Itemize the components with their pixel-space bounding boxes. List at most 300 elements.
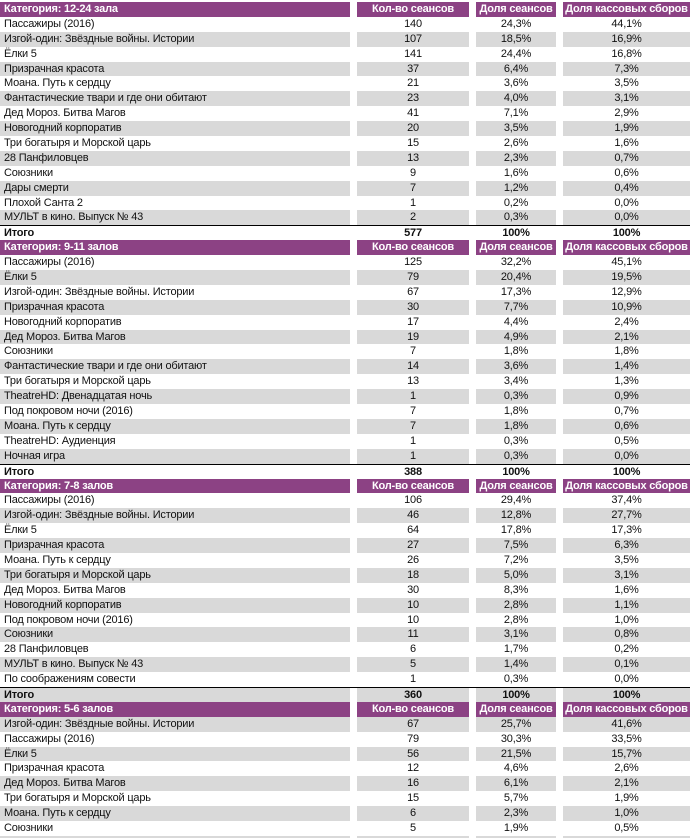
- movie-title-cell: Дары смерти: [0, 181, 350, 196]
- column-separator: [350, 583, 357, 598]
- sessions-share-cell: 32,2%: [476, 255, 556, 270]
- table-row: [0, 419, 690, 434]
- sessions-share-cell: 0,3%: [476, 434, 556, 449]
- table-row: [0, 76, 690, 91]
- sessions-count-cell: 7: [357, 181, 469, 196]
- column-separator: [469, 196, 476, 211]
- column-separator: [556, 315, 563, 330]
- total-row: [0, 464, 690, 479]
- column-separator: [350, 523, 357, 538]
- column-separator: [469, 76, 476, 91]
- column-separator: [469, 91, 476, 106]
- movie-title-cell: Призрачная красота: [0, 761, 350, 776]
- table-row: [0, 315, 690, 330]
- column-header-boxoffice-share: Доля кассовых сборов: [563, 2, 690, 17]
- column-separator: [469, 717, 476, 732]
- table-row: [0, 359, 690, 374]
- column-separator: [469, 404, 476, 419]
- column-separator: [350, 270, 357, 285]
- sessions-share-cell: 0,3%: [476, 449, 556, 464]
- boxoffice-share-cell: 0,0%: [563, 196, 690, 211]
- boxoffice-share-cell: 1,1%: [563, 598, 690, 613]
- boxoffice-share-cell: 1,3%: [563, 374, 690, 389]
- sessions-share-cell: 2,3%: [476, 151, 556, 166]
- column-separator: [469, 166, 476, 181]
- sessions-count-cell: 14: [357, 359, 469, 374]
- column-separator: [469, 62, 476, 77]
- total-sessions-count-cell: 388: [357, 465, 469, 479]
- category-label: Категория: 7-8 залов: [0, 479, 350, 494]
- movie-title-cell: Пассажиры (2016): [0, 255, 350, 270]
- sessions-count-cell: 106: [357, 493, 469, 508]
- column-separator: [350, 465, 357, 479]
- boxoffice-share-cell: 0,7%: [563, 151, 690, 166]
- column-separator: [350, 717, 357, 732]
- table-row: [0, 300, 690, 315]
- column-separator: [556, 657, 563, 672]
- sessions-count-cell: 30: [357, 300, 469, 315]
- table-row: [0, 270, 690, 285]
- column-separator: [469, 598, 476, 613]
- movie-title-cell: Ёлки 5: [0, 747, 350, 762]
- boxoffice-share-cell: 3,1%: [563, 91, 690, 106]
- total-label-cell: Итого: [0, 226, 350, 240]
- movie-title-cell: Союзники: [0, 627, 350, 642]
- sessions-count-cell: 15: [357, 136, 469, 151]
- sessions-share-cell: 30,3%: [476, 732, 556, 747]
- sessions-share-cell: 4,0%: [476, 91, 556, 106]
- column-separator: [350, 91, 357, 106]
- column-separator: [556, 732, 563, 747]
- movie-title-cell: Моана. Путь к сердцу: [0, 76, 350, 91]
- sessions-share-cell: 8,3%: [476, 583, 556, 598]
- movie-title-cell: Изгой-один: Звёздные войны. Истории: [0, 285, 350, 300]
- column-separator: [556, 821, 563, 836]
- boxoffice-share-cell: 1,6%: [563, 583, 690, 598]
- movie-title-cell: Фантастические твари и где они обитают: [0, 359, 350, 374]
- column-separator: [556, 210, 563, 225]
- sessions-count-cell: 10: [357, 613, 469, 628]
- column-separator: [556, 465, 563, 479]
- column-separator: [350, 449, 357, 464]
- sessions-count-cell: 7: [357, 404, 469, 419]
- table-row: [0, 136, 690, 151]
- movie-title-cell: Дед Мороз. Битва Магов: [0, 330, 350, 345]
- table-row: [0, 821, 690, 836]
- boxoffice-share-cell: 1,9%: [563, 791, 690, 806]
- table-row: [0, 508, 690, 523]
- boxoffice-share-cell: 0,6%: [563, 419, 690, 434]
- column-separator: [469, 32, 476, 47]
- column-separator: [556, 791, 563, 806]
- column-separator: [556, 62, 563, 77]
- boxoffice-share-cell: 19,5%: [563, 270, 690, 285]
- column-separator: [556, 359, 563, 374]
- sessions-count-cell: 141: [357, 47, 469, 62]
- column-separator: [556, 627, 563, 642]
- table-row: [0, 747, 690, 762]
- sessions-count-cell: 1: [357, 389, 469, 404]
- movie-title-cell: Плохой Санта 2: [0, 196, 350, 211]
- column-separator: [350, 62, 357, 77]
- boxoffice-share-cell: 45,1%: [563, 255, 690, 270]
- column-header-sessions-share: Доля сеансов: [476, 2, 556, 17]
- sessions-count-cell: 1: [357, 196, 469, 211]
- boxoffice-share-cell: 6,3%: [563, 538, 690, 553]
- column-separator: [350, 806, 357, 821]
- boxoffice-share-cell: 2,4%: [563, 315, 690, 330]
- column-separator: [469, 479, 476, 494]
- column-separator: [350, 330, 357, 345]
- column-separator: [556, 404, 563, 419]
- table-row: [0, 344, 690, 359]
- column-separator: [556, 166, 563, 181]
- column-separator: [469, 583, 476, 598]
- column-separator: [556, 255, 563, 270]
- sessions-share-cell: 12,8%: [476, 508, 556, 523]
- column-separator: [556, 32, 563, 47]
- sessions-count-cell: 37: [357, 62, 469, 77]
- column-separator: [469, 285, 476, 300]
- column-separator: [469, 270, 476, 285]
- total-boxoffice-share-cell: 100%: [563, 226, 690, 240]
- column-separator: [556, 151, 563, 166]
- sessions-share-cell: 0,3%: [476, 210, 556, 225]
- column-separator: [469, 434, 476, 449]
- boxoffice-share-cell: 27,7%: [563, 508, 690, 523]
- sessions-count-cell: 67: [357, 717, 469, 732]
- sessions-share-cell: 17,8%: [476, 523, 556, 538]
- sessions-share-cell: 2,8%: [476, 598, 556, 613]
- column-separator: [350, 538, 357, 553]
- column-separator: [350, 568, 357, 583]
- table-row: [0, 583, 690, 598]
- column-separator: [556, 553, 563, 568]
- column-separator: [556, 449, 563, 464]
- boxoffice-share-cell: 1,0%: [563, 613, 690, 628]
- column-separator: [556, 196, 563, 211]
- column-separator: [469, 761, 476, 776]
- column-header-sessions-count: Кол-во сеансов: [357, 702, 469, 717]
- sessions-count-cell: 15: [357, 791, 469, 806]
- sessions-count-cell: 6: [357, 806, 469, 821]
- column-separator: [350, 627, 357, 642]
- category-label: Категория: 5-6 залов: [0, 702, 350, 717]
- movie-title-cell: Призрачная красота: [0, 538, 350, 553]
- sessions-share-cell: 3,4%: [476, 374, 556, 389]
- boxoffice-share-cell: 0,0%: [563, 672, 690, 687]
- sessions-count-cell: 41: [357, 106, 469, 121]
- table-row: [0, 47, 690, 62]
- movie-title-cell: Пассажиры (2016): [0, 493, 350, 508]
- column-separator: [350, 374, 357, 389]
- movie-title-cell: Новогодний корпоратив: [0, 598, 350, 613]
- column-header-boxoffice-share: Доля кассовых сборов: [563, 479, 690, 494]
- sessions-count-cell: 18: [357, 568, 469, 583]
- boxoffice-share-cell: 16,8%: [563, 47, 690, 62]
- total-row: [0, 225, 690, 240]
- boxoffice-share-cell: 3,5%: [563, 76, 690, 91]
- column-separator: [350, 196, 357, 211]
- movie-title-cell: Ночная игра: [0, 449, 350, 464]
- boxoffice-share-cell: 0,5%: [563, 434, 690, 449]
- category-label: Категория: 9-11 залов: [0, 240, 350, 255]
- table-row: [0, 196, 690, 211]
- column-separator: [556, 389, 563, 404]
- table-row: [0, 151, 690, 166]
- column-separator: [350, 702, 357, 717]
- column-separator: [469, 688, 476, 702]
- column-separator: [556, 136, 563, 151]
- column-separator: [469, 106, 476, 121]
- sessions-share-cell: 2,8%: [476, 613, 556, 628]
- column-header-sessions-share: Доля сеансов: [476, 702, 556, 717]
- column-separator: [350, 419, 357, 434]
- column-separator: [469, 776, 476, 791]
- movie-title-cell: 28 Панфиловцев: [0, 151, 350, 166]
- boxoffice-share-cell: 16,9%: [563, 32, 690, 47]
- column-separator: [469, 374, 476, 389]
- column-separator: [469, 493, 476, 508]
- total-boxoffice-share-cell: 100%: [563, 465, 690, 479]
- column-header-sessions-count: Кол-во сеансов: [357, 2, 469, 17]
- movie-title-cell: 28 Панфиловцев: [0, 642, 350, 657]
- movie-title-cell: Изгой-один: Звёздные войны. Истории: [0, 717, 350, 732]
- movie-title-cell: Ёлки 5: [0, 523, 350, 538]
- column-separator: [350, 598, 357, 613]
- column-separator: [350, 240, 357, 255]
- column-separator: [469, 226, 476, 240]
- movie-title-cell: Под покровом ночи (2016): [0, 613, 350, 628]
- column-separator: [350, 553, 357, 568]
- column-separator: [556, 270, 563, 285]
- column-separator: [469, 136, 476, 151]
- column-separator: [556, 47, 563, 62]
- boxoffice-share-cell: 1,9%: [563, 121, 690, 136]
- sessions-count-cell: 11: [357, 627, 469, 642]
- sessions-share-cell: 17,3%: [476, 285, 556, 300]
- column-separator: [469, 47, 476, 62]
- movie-title-cell: Призрачная красота: [0, 62, 350, 77]
- sessions-share-cell: 5,0%: [476, 568, 556, 583]
- table-row: [0, 210, 690, 225]
- column-separator: [469, 419, 476, 434]
- section-header-row: [0, 2, 690, 17]
- movie-title-cell: Три богатыря и Морской царь: [0, 791, 350, 806]
- movie-title-cell: Дед Мороз. Битва Магов: [0, 583, 350, 598]
- table-row: [0, 91, 690, 106]
- movie-title-cell: Фантастические твари и где они обитают: [0, 91, 350, 106]
- boxoffice-share-cell: 2,9%: [563, 106, 690, 121]
- movie-title-cell: Союзники: [0, 166, 350, 181]
- table-row: [0, 613, 690, 628]
- total-sessions-share-cell: 100%: [476, 226, 556, 240]
- column-separator: [469, 508, 476, 523]
- column-separator: [556, 642, 563, 657]
- sessions-share-cell: 3,6%: [476, 359, 556, 374]
- table-row: [0, 62, 690, 77]
- table-row: [0, 389, 690, 404]
- column-separator: [556, 776, 563, 791]
- column-separator: [469, 657, 476, 672]
- column-header-sessions-share: Доля сеансов: [476, 479, 556, 494]
- sessions-share-cell: 1,7%: [476, 642, 556, 657]
- sessions-share-cell: 6,1%: [476, 776, 556, 791]
- movie-title-cell: Новогодний корпоратив: [0, 315, 350, 330]
- column-separator: [469, 747, 476, 762]
- boxoffice-share-cell: 0,0%: [563, 449, 690, 464]
- total-row: [0, 687, 690, 702]
- column-header-sessions-count: Кол-во сеансов: [357, 479, 469, 494]
- column-separator: [556, 181, 563, 196]
- column-separator: [556, 672, 563, 687]
- boxoffice-share-cell: 0,0%: [563, 210, 690, 225]
- movie-title-cell: Изгой-один: Звёздные войны. Истории: [0, 32, 350, 47]
- total-sessions-count-cell: 577: [357, 226, 469, 240]
- sessions-count-cell: 13: [357, 151, 469, 166]
- column-separator: [556, 91, 563, 106]
- column-separator: [350, 76, 357, 91]
- sessions-share-cell: 1,8%: [476, 344, 556, 359]
- movie-title-cell: Пассажиры (2016): [0, 17, 350, 32]
- sessions-share-cell: 4,9%: [476, 330, 556, 345]
- column-separator: [350, 657, 357, 672]
- column-separator: [556, 330, 563, 345]
- table-row: [0, 598, 690, 613]
- sessions-share-cell: 0,2%: [476, 196, 556, 211]
- column-separator: [350, 255, 357, 270]
- column-separator: [556, 493, 563, 508]
- sessions-count-cell: 140: [357, 17, 469, 32]
- sessions-count-cell: 5: [357, 657, 469, 672]
- boxoffice-share-cell: 0,2%: [563, 642, 690, 657]
- sessions-share-cell: 24,4%: [476, 47, 556, 62]
- sessions-count-cell: 13: [357, 374, 469, 389]
- column-separator: [556, 523, 563, 538]
- column-separator: [350, 47, 357, 62]
- column-separator: [556, 702, 563, 717]
- column-separator: [350, 479, 357, 494]
- movie-title-cell: Под покровом ночи (2016): [0, 404, 350, 419]
- boxoffice-share-cell: 2,1%: [563, 776, 690, 791]
- table-row: [0, 255, 690, 270]
- boxoffice-share-cell: 41,6%: [563, 717, 690, 732]
- sessions-count-cell: 7: [357, 344, 469, 359]
- column-header-boxoffice-share: Доля кассовых сборов: [563, 240, 690, 255]
- movie-title-cell: Пассажиры (2016): [0, 732, 350, 747]
- column-separator: [350, 642, 357, 657]
- column-separator: [469, 627, 476, 642]
- column-separator: [350, 315, 357, 330]
- sessions-count-cell: 12: [357, 761, 469, 776]
- column-separator: [556, 76, 563, 91]
- total-sessions-count-cell: 360: [357, 688, 469, 702]
- movie-title-cell: Новогодний корпоратив: [0, 121, 350, 136]
- column-separator: [469, 702, 476, 717]
- table-row: [0, 627, 690, 642]
- table-row: [0, 538, 690, 553]
- column-separator: [556, 508, 563, 523]
- table-row: [0, 434, 690, 449]
- sessions-count-cell: 26: [357, 553, 469, 568]
- table-row: [0, 806, 690, 821]
- table-row: [0, 17, 690, 32]
- column-separator: [556, 121, 563, 136]
- movie-title-cell: Три богатыря и Морской царь: [0, 568, 350, 583]
- boxoffice-share-cell: 0,1%: [563, 657, 690, 672]
- boxoffice-share-cell: 3,1%: [563, 568, 690, 583]
- column-separator: [556, 240, 563, 255]
- boxoffice-share-cell: 0,5%: [563, 821, 690, 836]
- section-header-row: [0, 702, 690, 717]
- column-separator: [350, 210, 357, 225]
- boxoffice-share-cell: 12,9%: [563, 285, 690, 300]
- boxoffice-share-cell: 17,3%: [563, 523, 690, 538]
- column-separator: [469, 240, 476, 255]
- movie-title-cell: По соображениям совести: [0, 672, 350, 687]
- column-separator: [350, 344, 357, 359]
- sessions-share-cell: 20,4%: [476, 270, 556, 285]
- sessions-share-cell: 1,8%: [476, 404, 556, 419]
- sessions-share-cell: 7,5%: [476, 538, 556, 553]
- column-separator: [556, 598, 563, 613]
- column-separator: [350, 434, 357, 449]
- movie-title-cell: Моана. Путь к сердцу: [0, 806, 350, 821]
- column-separator: [350, 136, 357, 151]
- column-separator: [556, 285, 563, 300]
- column-separator: [350, 732, 357, 747]
- column-separator: [350, 17, 357, 32]
- column-separator: [350, 688, 357, 702]
- column-separator: [469, 300, 476, 315]
- movie-title-cell: МУЛЬТ в кино. Выпуск № 43: [0, 657, 350, 672]
- section-header-row: [0, 240, 690, 255]
- movie-title-cell: Дед Мороз. Битва Магов: [0, 776, 350, 791]
- table-row: [0, 761, 690, 776]
- column-separator: [350, 106, 357, 121]
- column-header-boxoffice-share: Доля кассовых сборов: [563, 702, 690, 717]
- table-row: [0, 32, 690, 47]
- column-separator: [469, 2, 476, 17]
- movie-title-cell: МУЛЬТ в кино. Выпуск № 43: [0, 210, 350, 225]
- total-label-cell: Итого: [0, 688, 350, 702]
- sessions-share-cell: 7,7%: [476, 300, 556, 315]
- column-separator: [350, 389, 357, 404]
- sessions-count-cell: 64: [357, 523, 469, 538]
- column-separator: [350, 747, 357, 762]
- sessions-share-cell: 4,6%: [476, 761, 556, 776]
- sessions-count-cell: 1: [357, 672, 469, 687]
- column-separator: [469, 732, 476, 747]
- column-separator: [350, 2, 357, 17]
- column-separator: [556, 806, 563, 821]
- sessions-share-cell: 21,5%: [476, 747, 556, 762]
- sessions-count-cell: 19: [357, 330, 469, 345]
- table-row: [0, 776, 690, 791]
- column-separator: [469, 121, 476, 136]
- table-row: [0, 449, 690, 464]
- table-row: [0, 523, 690, 538]
- table-row: [0, 568, 690, 583]
- column-separator: [556, 344, 563, 359]
- column-separator: [350, 791, 357, 806]
- column-separator: [469, 151, 476, 166]
- column-separator: [469, 553, 476, 568]
- boxoffice-share-cell: 1,6%: [563, 136, 690, 151]
- sessions-share-cell: 7,2%: [476, 553, 556, 568]
- boxoffice-share-cell: 1,0%: [563, 806, 690, 821]
- boxoffice-share-cell: 10,9%: [563, 300, 690, 315]
